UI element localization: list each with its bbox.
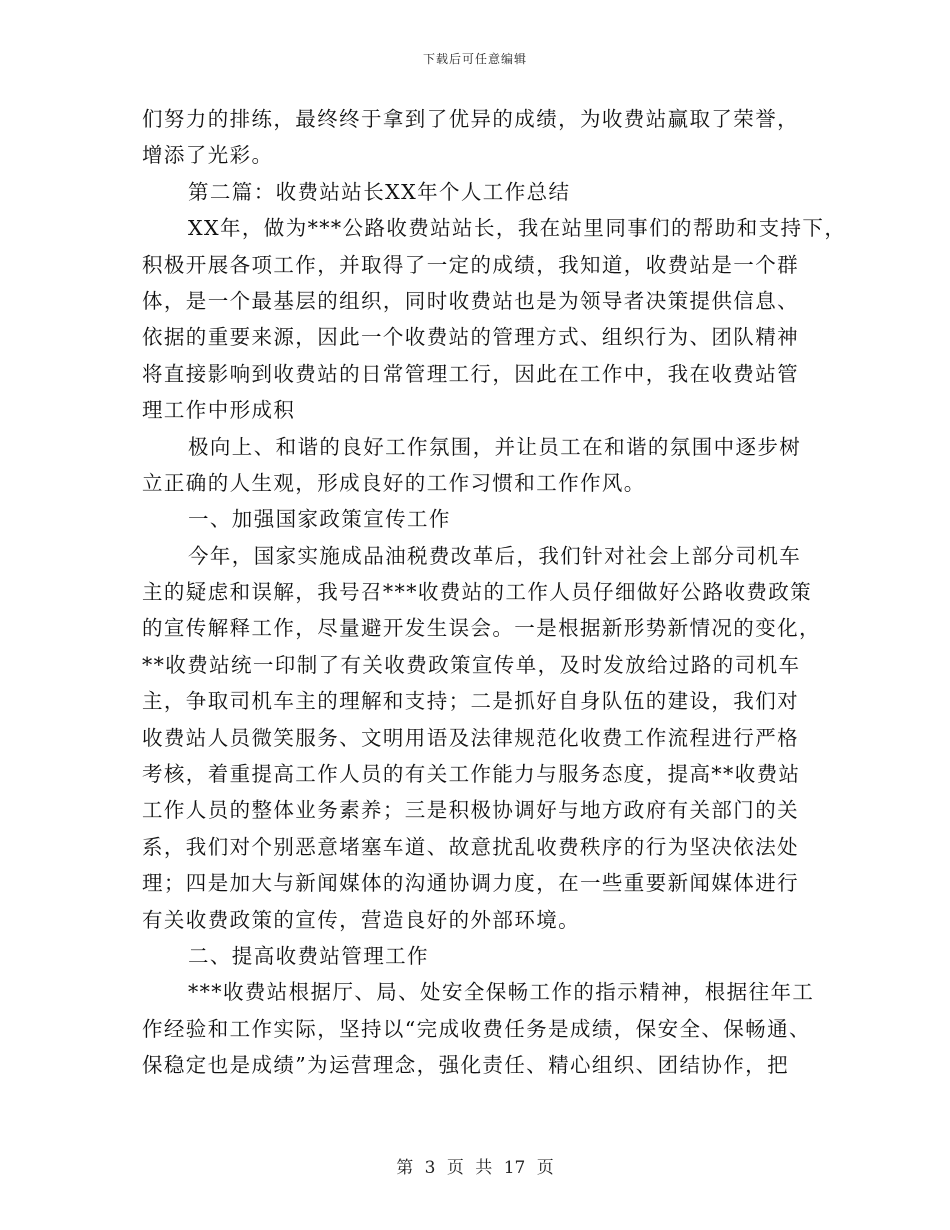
text-line: 今年，国家实施成品油税费改革后，我们针对社会上部分司机车: [188, 543, 802, 568]
text-line: 一、加强国家政策宣传工作: [188, 507, 451, 532]
text-line: 主，争取司机车主的理解和支持；二是抓好自身队伍的建设，我们对: [142, 689, 799, 714]
page-number: 第 3 页 共 17 页: [396, 1158, 554, 1178]
page-header: 下载后可任意编辑: [422, 52, 527, 66]
text-line: 有关收费政策的宣传，营造良好的外部环境。: [142, 907, 580, 932]
text-line: 们努力的排练，最终终于拿到了优异的成绩，为收费站赢取了荣誉，: [142, 107, 799, 131]
text-line: 的宣传解释工作，尽量避开发生误会。一是根据新形势新情况的变化，: [142, 616, 821, 641]
text-line: ***收费站根据厅、局、处安全保畅工作的指示精神，根据往年工: [188, 980, 815, 1005]
text-line: 理工作中形成积: [142, 398, 296, 423]
text-line: 考核，着重提高工作人员的有关工作能力与服务态度，提高**收费站: [142, 762, 801, 787]
text-line: 积极开展各项工作，并取得了一定的成绩，我知道，收费站是一个群: [142, 252, 799, 277]
text-line: 主的疑虑和误解，我号召***收费站的工作人员仔细做好公路收费政策: [142, 580, 813, 605]
text-line: 依据的重要来源，因此一个收费站的管理方式、组织行为、团队精神: [142, 325, 799, 350]
text-line: 理；四是加大与新闻媒体的沟通协调力度，在一些重要新闻媒体进行: [142, 871, 799, 896]
text-line: XX年，做为***公路收费站站长，我在站里同事们的帮助和支持下，: [188, 216, 847, 241]
text-line: 作经验和工作实际，坚持以“完成收费任务是成绩，保安全、保畅通、: [142, 1016, 811, 1041]
text-line: 将直接影响到收费站的日常管理工行，因此在工作中，我在收费站管: [142, 361, 799, 386]
text-line: 第二篇：收费站站长XX年个人工作总结: [188, 179, 571, 204]
text-line: 二、提高收费站管理工作: [188, 943, 429, 968]
text-line: 立正确的人生观，形成良好的工作习惯和工作作风。: [142, 470, 646, 495]
document-body: [142, 101, 847, 1084]
text-line: 系，我们对个别恶意堵塞车道、故意扰乱收费秩序的行为坚决依法处: [142, 834, 799, 859]
text-line: 工作人员的整体业务素养；三是积极协调好与地方政府有关部门的关: [142, 798, 799, 823]
text-line: **收费站统一印制了有关收费政策宣传单，及时发放给过路的司机车: [142, 652, 801, 677]
text-line: 极向上、和谐的良好工作氛围，并让员工在和谐的氛围中逐步树: [188, 434, 802, 459]
text-line: 保稳定也是成绩”为运营理念，强化责任、精心组织、团结协作，把: [142, 1053, 789, 1078]
text-line: 体，是一个最基层的组织，同时收费站也是为领导者决策提供信息、: [142, 288, 799, 313]
text-line: 收费站人员微笑服务、文明用语及法律规范化收费工作流程进行严格: [142, 725, 799, 750]
text-line: 增添了光彩。: [142, 143, 274, 168]
